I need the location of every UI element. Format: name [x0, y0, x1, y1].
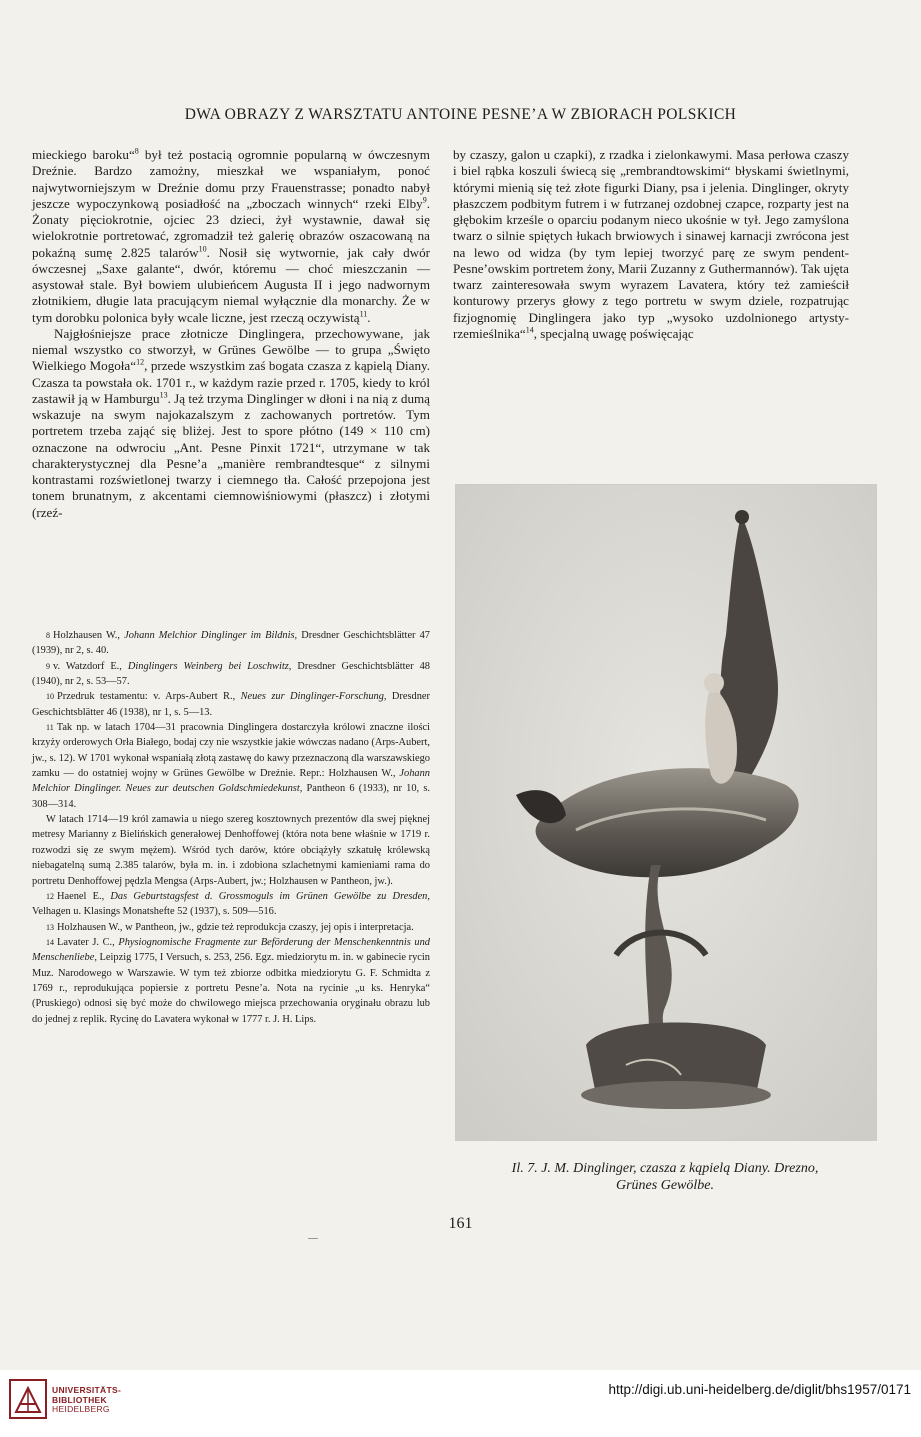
running-title: DWA OBRAZY Z WARSZTATU ANTOINE PESNE’A W ZBIORACH POLSKICH: [184, 106, 737, 123]
source-url-link[interactable]: http://digi.ub.uni-heidelberg.de/diglit/bhs1957/0171: [608, 1382, 911, 1397]
paragraph: by czaszy, galon u czapki), z rzadka i zielonkawymi. Masa perłowa czaszy i biel rąbka koszuli świecą się „rembrandtowskimi“ błyskami świetlnymi, którymi mienią się też złote figurki Diany, psa i jelenia. Dinglinger, okryty płaszczem podbitym futrem i w futrzanej ozdobnej czapce, rozparty jest na głębokim krześle o oparciu podanym nieco ukośnie w tył. Jego zamyślona twarz o silnie spiętych łukach brwiowych i sinawej karnacji zwrócona jest na lewo od widza (by tym lepiej tworzyć parę ze swym pendent-Pesne’owskim portretem żony, Marii Zuzanny z Guthermannów). Tak ujęta twarz zainteresowała swym wyrazem Lavatera, który też zamieścił konturowy przerys głowy z tego portretu w swym dziele, rozpatrując fizjognomię Dinglingera jako typ „wysoko uzdolnionego artysty-rzemieślnika“$^{14}$, specjalną uwagę poświęcając: [453, 147, 849, 341]
figure-photo-goblet: [455, 484, 877, 1141]
library-name: UNIVERSITÄTS- BIBLIOTHEK HEIDELBERG: [52, 1385, 122, 1414]
library-logo-icon: [8, 1378, 48, 1420]
figure-caption: Il. 7. J. M. Dinglinger, czasza z kąpielą Diany. Drezno, Grünes Gewölbe.: [511, 1161, 819, 1193]
footnote: $^{13}$ Holzhausen W., w Pantheon, jw., gdzie też reprodukcja czaszy, jej opis i interpretacja.: [46, 921, 414, 933]
footnote: $^{14}$ Lavater J. C., Physiognomische Fragmente zur Beförderung der Menschenkenntnis und Menschenliebe, Leipzig 1775, I Versuch, s. 253, 256. Egz. miedziorytu m. in. w gabinecie rycin Muz. Narodowego w Warszawie. W tym też zbiorze odbitka miedziorytu G. F. Schmidta z 1769 r., reprodukująca popiersie z portretu Pesne’a. Nota na rycinie „u ks. Henryka“ (Pruskiego) odnosi się być może do chwilowego miejsca przechowania oryginału obrazu lub do jednej z replik. Rycinę do Lavatera wykonał w 1777 r. J. H. Lips.: [32, 936, 430, 1025]
footnote: $^9$ v. Watzdorf E., Dinglingers Weinberg bei Loschwitz, Dresdner Geschichtsblätter 48 (1940), nr 2, s. 53—57.: [32, 660, 430, 688]
left-column: [32, 147, 430, 521]
footnote: $^{12}$ Haenel E., Das Geburtstagsfest d. Grossmoguls im Grünen Gewölbe zu Dresden, Velhagen u. Klasings Monatshefte 52 (1937), s. 509—516.: [32, 890, 430, 918]
goblet-illustration: [456, 485, 876, 1140]
paragraph: Najgłośniejsze prace złotnicze Dinglingera, przechowywane, jak niemal wszystko co stworzył, w Grünes Gewölbe — to grupa „Święto Wielkiego Mogoła“$^{12}$, przede wszystkim zaś bogata czasza z kąpielą Diany. Czasza ta powstała ok. 1701 r., w każdym razie przed r. 1705, kiedy to król zastawił ją w Hamburgu$^{13}$. Ją też trzyma Dinglinger w dłoni i na nią z dumą wskazuje na swym najokazalszym z zachowanych portretów. Tym portretem trzeba zająć się bliżej. Jest to spore płótno (149 × 110 cm) oznaczone na odwrociu „Ant. Pesne Pinxit 1721“, utrzymane w tak charakterystycznej dla Pesne’a „manière rembrandtesque“ z silnymi kontrastami rozświetlonej twarzy i ciemnego tła. Całość przepojona jest tonem brunatnym, z akcentami ciemnowiśniowymi (płaszcz) i złotymi (rzeź-: [32, 325, 430, 520]
page-number: 161: [448, 1215, 473, 1232]
footnotes: [32, 628, 430, 1027]
footnote-continuation: W latach 1714—19 król zamawia u niego szereg kosztownych prezentów dla swej pięknej metresy Marianny z Bielińskich generałowej Denhoffowej (która nota bene właśnie w 1719 r. rozwodzi się ze swym mężem). Wśród tych darów, które obciążyły szkatułę królewską niebagatelną sumą 2.385 talarów, była m. in. i zdobiona szlachetnymi kamieniami rama do portretu Denhoffowej pędzla Mengsa (Arps-Aubert, jw.; Holzhausen w Pantheon, jw.).: [32, 814, 430, 887]
footnote: $^8$ Holzhausen W., Johann Melchior Dinglinger im Bildnis, Dresdner Geschichtsblätter 47 (1939), nr 2, s. 40.: [32, 630, 430, 657]
right-column: [453, 147, 849, 342]
footnote: $^{11}$ Tak np. w latach 1704—31 pracownia Dinglingera dostarczyła królowi znaczne ilości krzyży orderowych Orła Białego, bodaj czy nie wszystkie jakie wówczas nadano (Arps-Aubert, jw., s. 12). W 1701 wykonał wspaniałą złotą zastawę do kawy przeznaczoną dla warszawskiego zamku — do ostatniej wojny w Grünes Gewölbe w Dreźnie. Repr.: Holzhausen W., Johann Melchior Dinglinger. Neues zur deutschen Goldschmiedekunst, Pantheon 6 (1933), nr 10, s. 308—314.: [32, 722, 430, 810]
scan-mark: [308, 1238, 318, 1239]
footer-bar: [0, 1370, 921, 1437]
paragraph: mieckiego baroku“$^8$ był też postacią ogromnie popularną w ówczesnym Dreźnie. Bardzo zamożny, mieszkał we wspaniałym, ponoć najwytworniejszym w Dreźnie domu przy Frauenstrasse; ponadto nabył jeszcze wypoczynkową posiadłość na „zboczach winnych“ rzeki Elby$^9$. Żonaty pięciokrotnie, ojciec 23 dzieci, żył wystawnie, dawał się wielokrotnie portretować, zgromadził też galerię obrazów oszacowaną na pokaźną sumę 2.825 talarów$^{10}$. Nosił się wytwornie, jak cały dwór ówczesnej „Saxe galante“, dwór, któremu — choć mieszczanin — asystował stale. Był bowiem ulubieńcem Augusta II i jego nadwornym złotnikiem, długie lata pracującym niemal wyłącznie dla monarchy. Że w tym dorobku polonica były wcale liczne, jest rzeczą oczywistą$^{11}$.: [32, 146, 430, 325]
footnote: $^{10}$ Przedruk testamentu: v. Arps-Aubert R., Neues zur Dinglinger-Forschung, Dresdner Geschichtsblätter 46 (1938), nr 1, s. 5—13.: [32, 691, 430, 718]
